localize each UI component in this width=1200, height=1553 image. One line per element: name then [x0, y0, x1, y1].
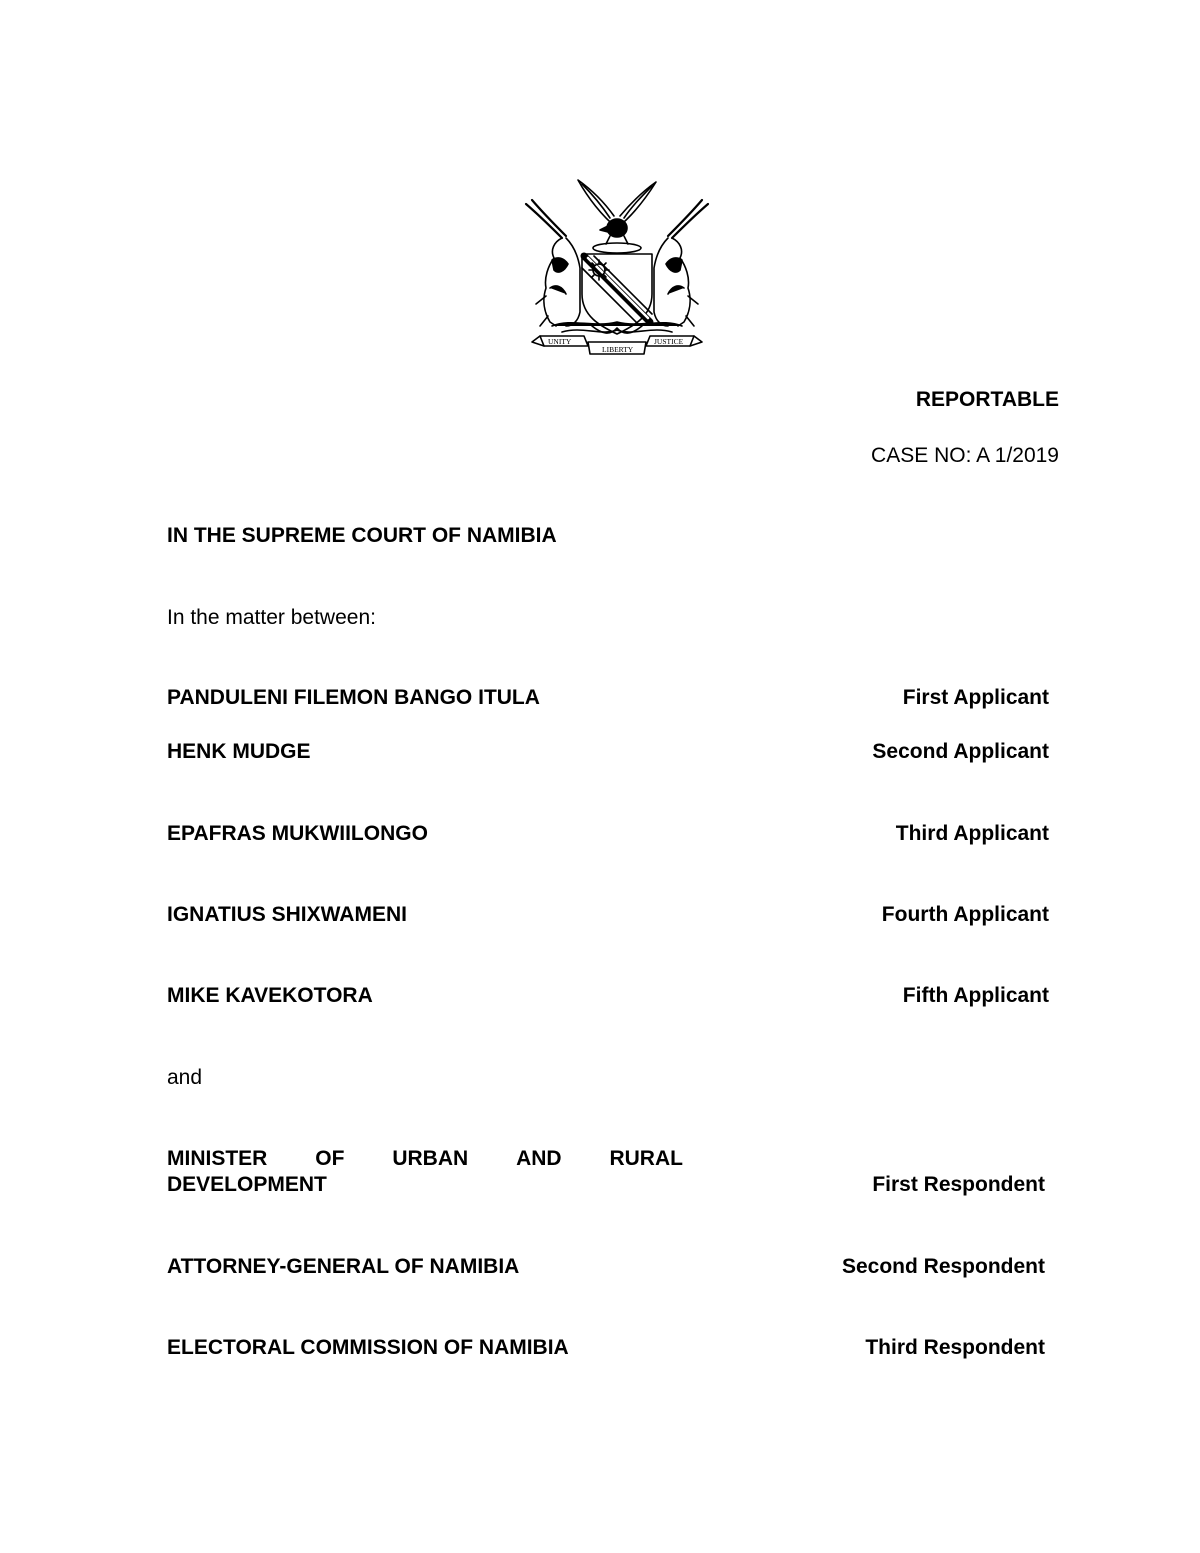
applicant-name-2: HENK MUDGE — [167, 740, 311, 763]
applicant-name-3: EPAFRAS MUKWIILONGO — [167, 822, 428, 845]
applicant-name-4: IGNATIUS SHIXWAMENI — [167, 903, 407, 926]
applicant-name-5: MIKE KAVEKOTORA — [167, 984, 373, 1007]
coat-of-arms-emblem — [522, 176, 712, 366]
respondent-role-3: Third Respondent — [865, 1336, 1045, 1359]
matter-between: In the matter between: — [167, 606, 376, 629]
court-title: IN THE SUPREME COURT OF NAMIBIA — [167, 524, 557, 547]
reportable-label: REPORTABLE — [915, 388, 1059, 411]
applicant-role-3: Third Applicant — [895, 822, 1049, 845]
respondent-role-1: First Respondent — [872, 1173, 1045, 1196]
respondent-name-1-line2: DEVELOPMENT — [167, 1173, 327, 1196]
respondent-word: MINISTER — [167, 1147, 268, 1170]
applicant-role-2: Second Applicant — [872, 740, 1049, 763]
respondent-name-2: ATTORNEY-GENERAL OF NAMIBIA — [167, 1255, 520, 1278]
respondent-name-1-line1 — [167, 1146, 683, 1172]
respondent-word: AND — [516, 1147, 562, 1170]
respondent-word: URBAN — [392, 1147, 469, 1170]
respondent-role-2: Second Respondent — [841, 1255, 1045, 1278]
applicant-role-1: First Applicant — [902, 686, 1049, 709]
motto-liberty: LIBERTY — [602, 345, 634, 354]
conjunction-and: and — [167, 1066, 203, 1089]
applicant-name-1: PANDULENI FILEMON BANGO ITULA — [167, 686, 540, 709]
motto-unity: UNITY — [548, 337, 572, 346]
case-number: CASE NO: A 1/2019 — [871, 444, 1059, 467]
applicant-role-4: Fourth Applicant — [881, 903, 1049, 926]
respondent-name-3: ELECTORAL COMMISSION OF NAMIBIA — [167, 1336, 569, 1359]
motto-justice: JUSTICE — [654, 337, 684, 346]
applicant-role-5: Fifth Applicant — [902, 984, 1049, 1007]
respondent-word: RURAL — [609, 1147, 683, 1170]
respondent-word: OF — [315, 1147, 345, 1170]
